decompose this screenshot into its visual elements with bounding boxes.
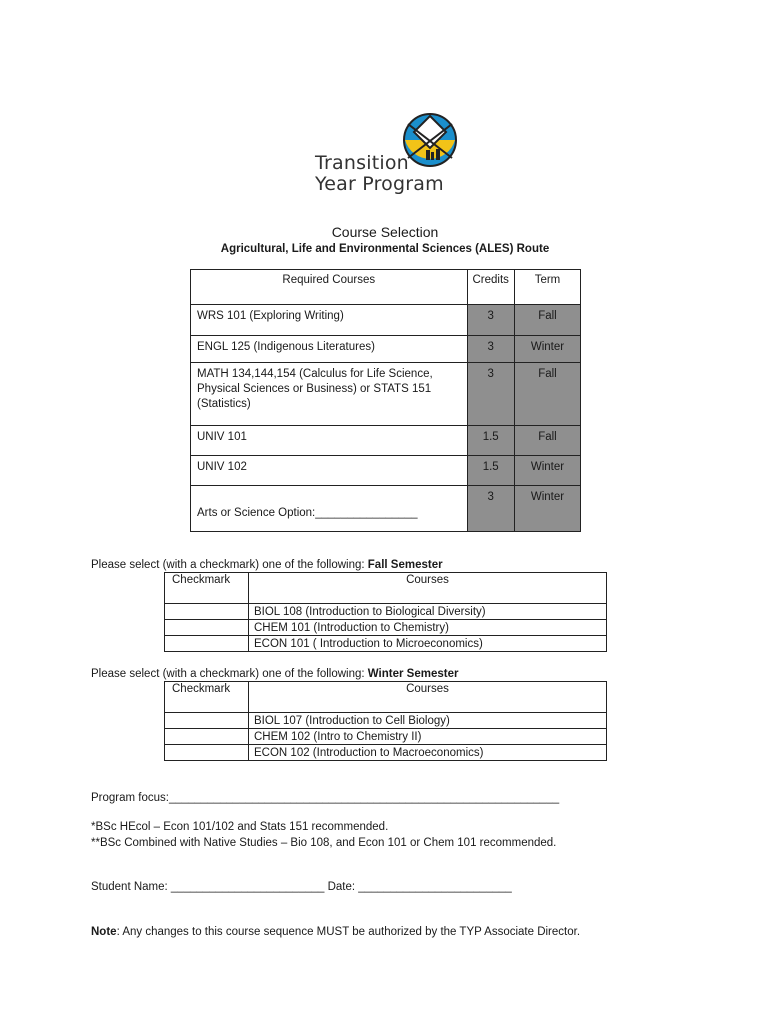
table-row (191, 336, 581, 363)
header-checkmark: Checkmark (165, 682, 249, 713)
header-checkmark: Checkmark (165, 573, 249, 604)
course-option: CHEM 102 (Intro to Chemistry II) (249, 729, 607, 745)
course-option: CHEM 101 (Introduction to Chemistry) (249, 620, 607, 636)
logo-wordmark (315, 153, 444, 195)
credits-cell: 3 (487, 368, 494, 380)
header-courses: Courses (249, 573, 607, 604)
logo-line-2: Year Program (315, 173, 444, 195)
winter-prompt (91, 668, 458, 680)
course-cell: UNIV 102 (197, 461, 247, 473)
table-row (191, 486, 581, 532)
term-cell: Winter (530, 491, 565, 503)
student-name-date-field[interactable]: Student Name: ________________________ Date: ________________________ (91, 881, 512, 893)
credits-cell: 1.5 (482, 431, 499, 443)
fall-prompt (91, 559, 443, 571)
page-subtitle: Agricultural, Life and Environmental Sciences (ALES) Route (220, 243, 550, 255)
header-required-courses: Required Courses (191, 270, 468, 305)
table-row (165, 636, 607, 652)
note-text: : Any changes to this course sequence MUST be authorized by the TYP Associate Director. (116, 926, 581, 938)
fall-prompt-text: Please select (with a checkmark) one of the following: (91, 559, 368, 571)
course-option: BIOL 108 (Introduction to Biological Diversity) (249, 604, 607, 620)
winter-semester-label: Winter Semester (367, 668, 459, 680)
table-row (165, 745, 607, 761)
credits-cell: 3 (487, 310, 494, 322)
logo-line-1: Transition (315, 152, 409, 174)
term-cell: Fall (538, 431, 557, 443)
checkmark-box[interactable] (165, 745, 249, 761)
credits-cell: 3 (487, 491, 494, 503)
credits-cell: 3 (487, 341, 494, 353)
required-courses-table (190, 269, 581, 532)
table-row (165, 620, 607, 636)
term-cell: Fall (538, 368, 557, 380)
course-option: ECON 101 ( Introduction to Microeconomics) (249, 636, 607, 652)
course-option: ECON 102 (Introduction to Macroeconomics) (249, 745, 607, 761)
course-cell: WRS 101 (Exploring Writing) (197, 310, 344, 322)
term-cell: Fall (538, 310, 557, 322)
fall-choice-table (164, 572, 607, 652)
header-term: Term (514, 270, 580, 305)
term-cell: Winter (530, 341, 565, 353)
table-row (191, 456, 581, 486)
table-row (191, 363, 581, 426)
course-cell: ENGL 125 (Indigenous Literatures) (197, 341, 375, 353)
program-focus-field[interactable]: Program focus:_____________________________________________________________ (91, 792, 560, 804)
course-cell: MATH 134,144,154 (Calculus for Life Science, Physical Sciences or Business) or STATS 151 (Statistics) (197, 368, 433, 410)
table-row (191, 426, 581, 456)
table-row (165, 713, 607, 729)
course-cell: UNIV 101 (197, 431, 247, 443)
table-header-row (165, 682, 607, 713)
note-line-1: *BSc HEcol – Econ 101/102 and Stats 151 recommended. (91, 821, 389, 833)
checkmark-box[interactable] (165, 620, 249, 636)
checkmark-box[interactable] (165, 636, 249, 652)
table-row (165, 604, 607, 620)
winter-prompt-text: Please select (with a checkmark) one of the following: (91, 668, 368, 680)
page-title: Course Selection (331, 224, 439, 240)
checkmark-box[interactable] (165, 713, 249, 729)
checkmark-box[interactable] (165, 729, 249, 745)
header-credits: Credits (467, 270, 514, 305)
authorization-note (91, 926, 580, 938)
table-header-row (191, 270, 581, 305)
note-label: Note (91, 926, 117, 938)
note-line-2: **BSc Combined with Native Studies – Bio 108, and Econ 101 or Chem 101 recommended. (91, 837, 557, 849)
checkmark-box[interactable] (165, 604, 249, 620)
credits-cell: 1.5 (482, 461, 499, 473)
course-cell: Arts or Science Option:________________ (197, 507, 418, 519)
term-cell: Winter (530, 461, 565, 473)
table-row (191, 305, 581, 336)
winter-choice-table (164, 681, 607, 761)
table-header-row (165, 573, 607, 604)
course-option: BIOL 107 (Introduction to Cell Biology) (249, 713, 607, 729)
fall-semester-label: Fall Semester (367, 559, 443, 571)
header-courses: Courses (249, 682, 607, 713)
table-row (165, 729, 607, 745)
